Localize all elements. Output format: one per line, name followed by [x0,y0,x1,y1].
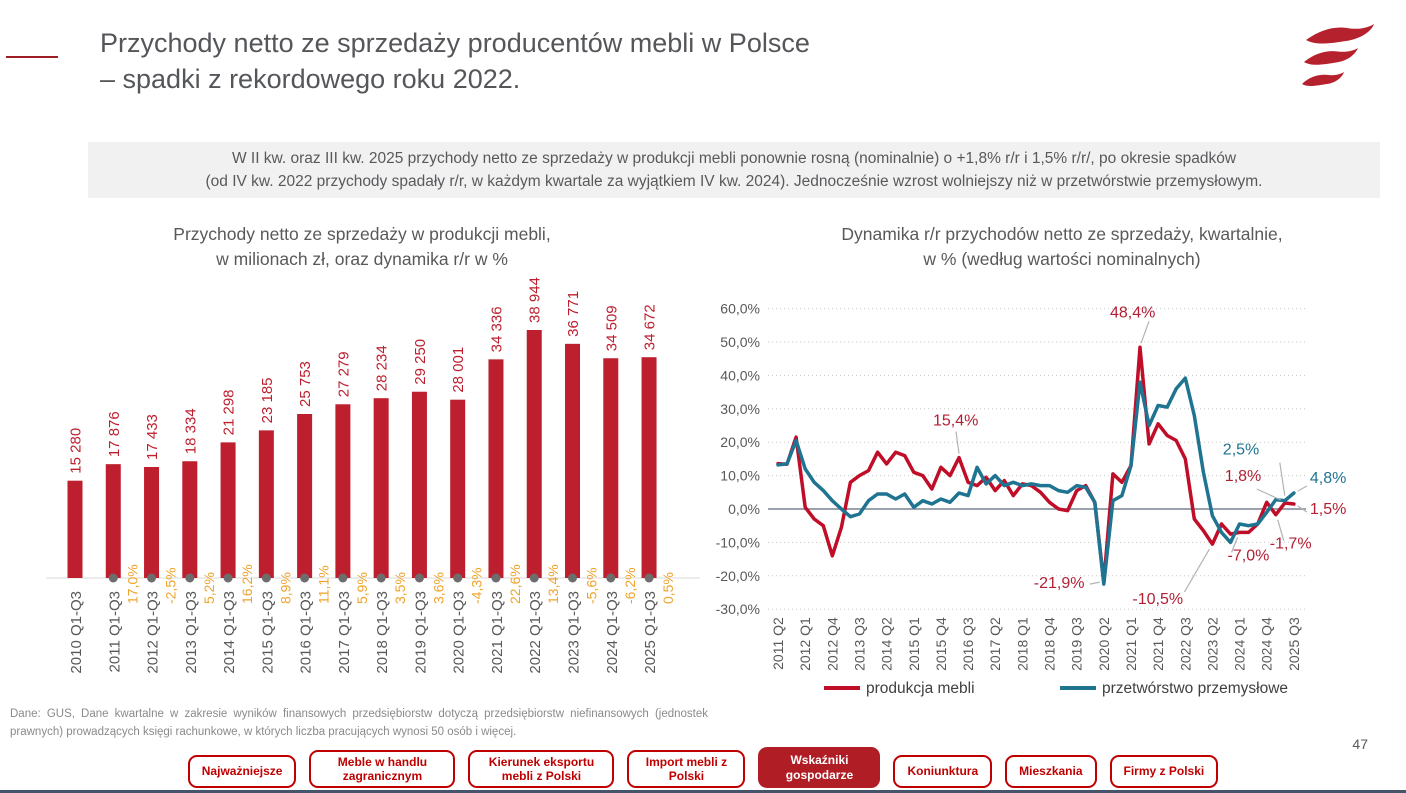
legend [824,680,1288,697]
accent-dash [6,56,58,58]
nav-button-najwazniejsze[interactable]: Najważniejsze [188,755,297,788]
bar-chart [8,256,706,686]
svg-text:2021 Q1: 2021 Q1 [1122,617,1139,671]
key-message-box [88,142,1380,198]
svg-text:5,9%: 5,9% [353,572,370,604]
svg-text:-10,5%: -10,5% [1132,591,1184,609]
key-message-line1: W II kw. oraz III kw. 2025 przychody netto ze sprzedaży w produkcji mebli ponownie rosną (nominalnie) o +1,8% r/r i 1,5% r/r/, po okresie spadków [231,150,1237,167]
svg-text:2023 Q1-Q3: 2023 Q1-Q3 [565,591,583,674]
svg-text:38 944: 38 944 [526,277,544,323]
line-chart [706,256,1406,721]
svg-text:2014 Q2: 2014 Q2 [878,617,895,671]
svg-text:2017 Q1-Q3: 2017 Q1-Q3 [335,591,353,674]
svg-text:1,8%: 1,8% [1224,467,1262,485]
svg-text:2011 Q2: 2011 Q2 [770,617,786,670]
svg-text:-7,0%: -7,0% [1227,547,1270,565]
svg-text:2024 Q4: 2024 Q4 [1258,617,1275,671]
page-title-line2: – spadki z rekordowego roku 2022. [100,63,521,94]
svg-text:2015 Q4: 2015 Q4 [932,617,949,671]
svg-text:10,0%: 10,0% [720,467,760,484]
svg-text:2,5%: 2,5% [1222,441,1260,459]
nav-button-koniunktura[interactable]: Koniunktura [893,755,992,788]
svg-text:-20,0%: -20,0% [715,567,760,584]
svg-text:2019 Q1-Q3: 2019 Q1-Q3 [412,591,430,674]
svg-text:34 336: 34 336 [488,306,506,353]
svg-text:15 280: 15 280 [67,427,85,474]
svg-text:2025 Q3: 2025 Q3 [1285,617,1302,671]
source-note: Dane: GUS, Dane kwartalne w zakresie wyników finansowych przedsiębiorstw dotyczą przedsiębiorstw niefinansowych (jednostek prawnych) prowadzących księgi rachunkowe, w których liczba pracujących wynosi 50 osób i więcej. [10,708,708,738]
svg-text:11,1%: 11,1% [315,565,332,604]
svg-text:2017 Q2: 2017 Q2 [987,617,1004,671]
x-axis-labels [770,617,1302,671]
svg-text:8,9%: 8,9% [277,572,294,604]
svg-text:-21,9%: -21,9% [1033,575,1085,593]
svg-text:17 876: 17 876 [105,411,123,458]
svg-text:16,2%: 16,2% [239,564,256,604]
svg-text:20,0%: 20,0% [720,434,760,451]
svg-text:15,4%: 15,4% [933,412,979,430]
svg-text:2024 Q1-Q3: 2024 Q1-Q3 [603,591,621,674]
svg-text:0,0%: 0,0% [728,501,760,517]
page-title [100,26,1250,98]
svg-text:18 334: 18 334 [182,408,200,455]
svg-text:17 433: 17 433 [144,414,162,460]
svg-text:2021 Q1-Q3: 2021 Q1-Q3 [488,591,506,674]
svg-text:2019 Q3: 2019 Q3 [1068,617,1085,671]
svg-text:2023 Q2: 2023 Q2 [1204,617,1221,671]
svg-text:29 250: 29 250 [411,338,429,385]
svg-text:21 298: 21 298 [220,389,238,436]
bottom-navigation [0,747,1406,788]
nav-button-firmy-z-polski[interactable]: Firmy z Polski [1110,755,1219,788]
svg-text:5,2%: 5,2% [200,572,217,604]
key-message-line2: (od IV kw. 2022 przychody spadały r/r, w każdym kwartale za wyjątkiem IV kw. 2024). Jednocześnie wzrost wolniejszy niż w przetwórstwie przemysłowym. [205,173,1263,191]
nav-button-wskazniki-gospodarcze[interactable]: Wskaźniki gospodarze [758,747,880,788]
svg-text:2018 Q1: 2018 Q1 [1014,617,1031,671]
bar-chart-title: Przychody netto ze sprzedaży w produkcji mebli, w milionach zł, oraz dynamika r/r w % [173,224,551,270]
dynamics-markers [109,574,654,583]
svg-text:2015 Q1-Q3: 2015 Q1-Q3 [259,591,277,674]
svg-text:2018 Q4: 2018 Q4 [1041,617,1058,671]
svg-text:2013 Q1-Q3: 2013 Q1-Q3 [182,591,200,674]
line-chart-title: Dynamika r/r przychodów netto ze sprzedaży, kwartalnie, w % (według wartości nominalnych) [841,224,1283,270]
nav-button-import-mebli[interactable]: Import mebli z Polski [627,750,745,788]
series-lines [778,347,1294,584]
svg-text:-5,6%: -5,6% [583,567,600,604]
svg-text:0,5%: 0,5% [660,572,677,604]
svg-text:2016 Q1-Q3: 2016 Q1-Q3 [297,591,315,674]
svg-text:17,0%: 17,0% [124,564,141,604]
nav-button-meble-w-handlu[interactable]: Meble w handlu zagranicznym [309,750,455,788]
y-axis-labels [716,301,760,618]
svg-text:2011 Q1-Q3: 2011 Q1-Q3 [106,591,124,673]
svg-text:2024 Q1: 2024 Q1 [1231,617,1248,671]
svg-text:3,5%: 3,5% [392,572,409,604]
svg-text:przetwórstwo przemysłowe: przetwórstwo przemysłowe [1102,680,1289,697]
nav-button-mieszkania[interactable]: Mieszkania [1005,755,1096,788]
svg-text:34 672: 34 672 [641,304,659,351]
svg-text:2012 Q1: 2012 Q1 [797,617,814,671]
page-title-line1: Przychody netto ze sprzedaży producentów mebli w Polsce [100,28,810,58]
svg-text:30,0%: 30,0% [720,400,760,417]
svg-text:2013 Q3: 2013 Q3 [851,617,868,671]
svg-text:60,0%: 60,0% [720,300,760,317]
svg-text:2015 Q1: 2015 Q1 [905,617,922,671]
svg-text:34 509: 34 509 [603,305,621,352]
svg-text:-10,0%: -10,0% [715,534,760,551]
svg-text:1,5%: 1,5% [1309,500,1347,518]
svg-text:40,0%: 40,0% [720,367,760,384]
svg-text:2020 Q1-Q3: 2020 Q1-Q3 [450,591,468,674]
svg-text:50,0%: 50,0% [720,334,760,350]
svg-text:-2,5%: -2,5% [162,567,179,604]
svg-text:22,6%: 22,6% [506,564,523,604]
svg-text:3,6%: 3,6% [430,572,447,604]
svg-text:48,4%: 48,4% [1110,304,1156,322]
svg-text:23 185: 23 185 [258,377,276,424]
svg-text:produkcja mebli: produkcja mebli [866,680,975,697]
svg-text:2021 Q4: 2021 Q4 [1150,617,1167,671]
svg-text:-4,3%: -4,3% [468,567,485,604]
nav-button-kierunek-eksportu[interactable]: Kierunek eksportu mebli z Polski [468,750,614,788]
gridlines [768,309,1306,610]
svg-text:4,8%: 4,8% [1309,469,1347,487]
svg-text:2025 Q1-Q3: 2025 Q1-Q3 [642,591,660,674]
svg-text:2018 Q1-Q3: 2018 Q1-Q3 [374,591,392,674]
svg-text:-30,0%: -30,0% [715,601,760,618]
svg-text:-1,7%: -1,7% [1269,535,1312,553]
dynamics-labels [124,564,676,604]
svg-text:36 771: 36 771 [565,290,583,337]
svg-text:25 753: 25 753 [297,361,315,408]
svg-text:27 279: 27 279 [335,351,353,398]
svg-text:2022 Q3: 2022 Q3 [1177,617,1194,671]
svg-text:2012 Q1-Q3: 2012 Q1-Q3 [144,591,162,674]
series-line-0 [778,347,1294,582]
svg-text:13,4%: 13,4% [545,564,562,604]
svg-text:2014 Q1-Q3: 2014 Q1-Q3 [221,591,239,674]
svg-text:28 001: 28 001 [450,346,468,393]
svg-text:2016 Q3: 2016 Q3 [960,617,977,671]
svg-text:28 234: 28 234 [373,345,391,392]
brand-logo-icon [1300,24,1380,94]
page-number: 47 [1352,736,1368,752]
svg-text:2012 Q4: 2012 Q4 [824,617,841,671]
svg-text:-6,2%: -6,2% [621,567,638,604]
svg-text:2020 Q2: 2020 Q2 [1095,617,1112,671]
svg-text:2022 Q1-Q3: 2022 Q1-Q3 [527,591,545,674]
svg-text:2010 Q1-Q3: 2010 Q1-Q3 [68,591,85,674]
